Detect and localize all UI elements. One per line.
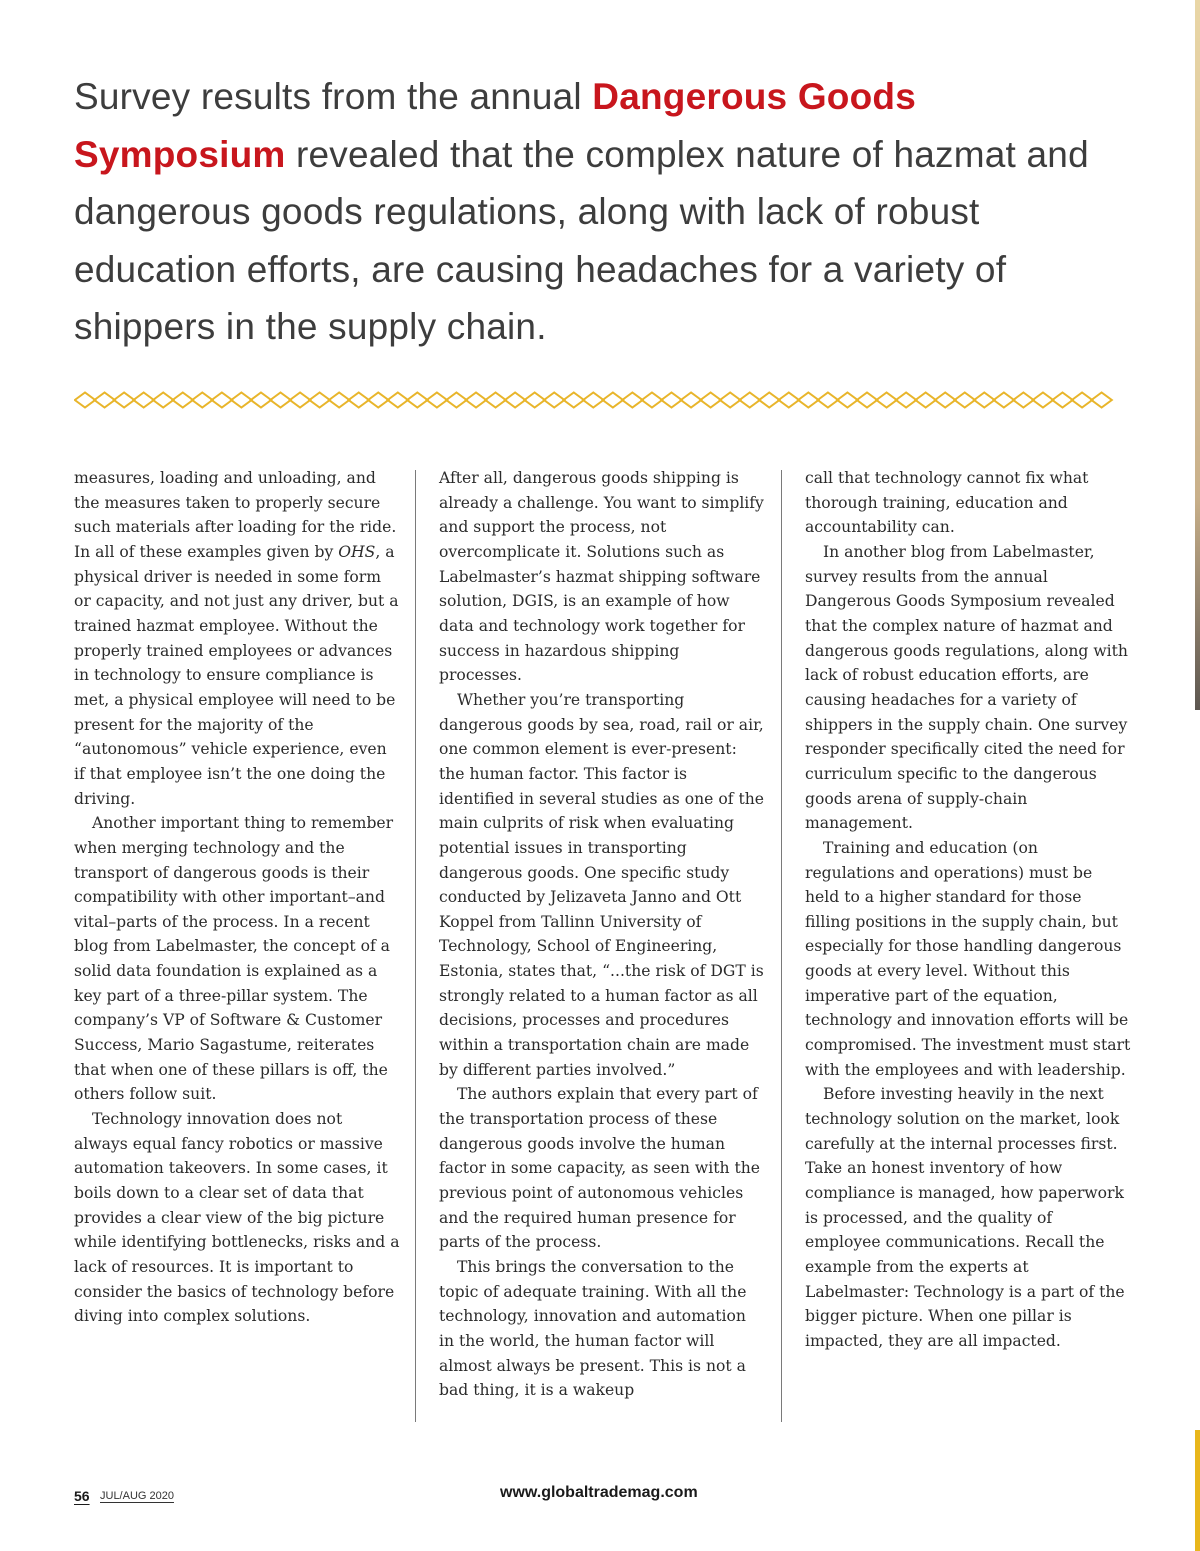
diamond-shape <box>133 393 153 408</box>
diamond-shape <box>153 393 173 408</box>
diamond-shape <box>642 393 662 408</box>
paragraph: Technology innovation does not always equal fancy robotics or massive automation takeovers. In some cases, it boils down to a clear set of data that provides a clear view of the big picture while identifying bottlenecks, risks and a lack of resources. It is important to consider the basics of technology before diving into complex solutions. <box>74 1110 400 1326</box>
article-column-3 <box>805 466 1131 1354</box>
diamond-shape <box>1091 393 1111 408</box>
diamond-shape <box>309 393 329 408</box>
paragraph-text: , a physical driver is needed in some form or capacity, and not just any driver, but a trained hazmat employee. Without the properly trained employees or advances in technology to ensure compliance is met, a physical employee will need to be present for the majority of the “autonomous” vehicle experience, even if that employee isn’t the one doing the driving. <box>74 542 399 808</box>
paragraph: The authors explain that every part of the transportation process of these dangerous goods involve the human factor in some capacity, as seen with the previous point of autonomous vehicles and the required human presence for parts of the process. <box>439 1085 761 1252</box>
diamond-shape <box>779 393 799 408</box>
column-divider <box>781 470 782 1422</box>
paragraph: After all, dangerous goods shipping is already a challenge. You want to simplify and support the process, not overcomplicate it. Solutions such as Labelmaster’s hazmat shipping software solution, DGIS, is an example of how data and technology work together for success in hazardous shipping processes. <box>439 469 764 685</box>
paragraph: This brings the conversation to the topic of adequate training. With all the technology, innovation and automation in the world, the human factor will almost always be present. This is not a bad thing, it is a wakeup <box>439 1258 747 1400</box>
pull-quote-highlight: Dangerous Goods Symposium <box>74 76 916 175</box>
pull-quote-rest: revealed that the complex nature of hazmat and dangerous goods regulations, along with lack of robust education efforts, are causing headaches for a variety of shippers in the supply chain. <box>74 133 1089 347</box>
diamond-shape <box>564 393 584 408</box>
diamond-shape <box>1033 393 1053 408</box>
diamond-shape <box>857 393 877 408</box>
diamond-shape <box>368 393 388 408</box>
diamond-shape <box>622 393 642 408</box>
diamond-shape <box>798 393 818 408</box>
page-edge-accent <box>1195 0 1200 710</box>
column-divider <box>415 470 416 1422</box>
diamond-shape <box>681 393 701 408</box>
diamond-shape <box>994 393 1014 408</box>
diamond-shape <box>75 393 95 408</box>
diamond-shape <box>935 393 955 408</box>
diamond-shape <box>661 393 681 408</box>
diamond-shape <box>485 393 505 408</box>
paragraph: Training and education (on regulations and operations) must be held to a higher standard for those filling positions in the supply chain, but especially for those handling dangerous goods at every level. Without this imperative part of the equation, technology and innovation efforts will be compromised. The investment must start with the employees and with leadership. <box>805 838 1131 1079</box>
diamond-shape <box>974 393 994 408</box>
diamond-shape <box>837 393 857 408</box>
diamond-shape <box>524 393 544 408</box>
paragraph-text: measures, loading and unloading, and the measures taken to properly secure such materials after loading for the ride. In all of these examples given by <box>74 469 397 561</box>
diamond-shape <box>603 393 623 408</box>
diamond-shape <box>896 393 916 408</box>
issue-date: JUL/AUG 2020 <box>100 1490 174 1502</box>
diamond-shape <box>212 393 232 408</box>
diamond-shape <box>290 393 310 408</box>
article-column-1 <box>74 466 400 1329</box>
paragraph: call that technology cannot fix what thorough training, education and accountability can. <box>805 469 1089 537</box>
diamond-shape <box>173 393 193 408</box>
diamond-shape <box>251 393 271 408</box>
page-number: 56 <box>74 1488 90 1504</box>
diamond-shape <box>1052 393 1072 408</box>
diamond-chain-icon <box>74 386 1128 414</box>
diamond-shape <box>329 393 349 408</box>
diamond-shape <box>114 393 134 408</box>
page-edge-accent <box>1195 1430 1200 1551</box>
diamond-shape <box>1013 393 1033 408</box>
publication-name: OHS <box>338 542 376 561</box>
diamond-shape <box>700 393 720 408</box>
diamond-shape <box>192 393 212 408</box>
paragraph <box>74 466 400 811</box>
diamond-shape <box>349 393 369 408</box>
paragraph: Whether you’re transporting dangerous goods by sea, road, rail or air, one common element is ever-present: the human factor. This factor is identified in several studies as one of the main culprits of risk when evaluating potential issues in transporting dangerous goods. One specific study conducted by Jelizaveta Janno and Ott Koppel from Tallinn University of Technology, School of Engineering, Estonia, states that, “...the risk of DGT is strongly related to a human factor as all decisions, processes and procedures within a transportation chain are made by different parties involved.” <box>439 690 765 1079</box>
diamond-shape <box>1072 393 1092 408</box>
diamond-shape <box>94 393 114 408</box>
diamond-shape <box>231 393 251 408</box>
diamond-shape <box>407 393 427 408</box>
pull-quote <box>74 68 1134 356</box>
diamond-shape <box>583 393 603 408</box>
diamond-shape <box>818 393 838 408</box>
diamond-shape <box>427 393 447 408</box>
paragraph: Before investing heavily in the next technology solution on the market, look carefully at the internal processes first. Take an honest inventory of how compliance is managed, how paperwork is processed, and the quality of employee communications. Recall the example from the experts at Labelmaster: Technology is a part of the bigger picture. When one pillar is impacted, they are all impacted. <box>805 1085 1125 1350</box>
diamond-shape <box>466 393 486 408</box>
pull-quote-lead: Survey results from the annual <box>74 76 593 117</box>
website-url: www.globaltrademag.com <box>500 1484 698 1501</box>
diamond-shape <box>446 393 466 408</box>
paragraph: Another important thing to remember when merging technology and the transport of dangerous goods is their compatibility with other important–and vital–parts of the process. In a recent blog from Labelmaster, the concept of a solid data foundation is explained as a key part of a three-pillar system. The company’s VP of Software & Customer Success, Mario Sagastume, reiterates that when one of these pillars is off, the others follow suit. <box>74 814 394 1104</box>
diamond-shape <box>720 393 740 408</box>
diamond-shape <box>915 393 935 408</box>
diamond-shape <box>270 393 290 408</box>
diamond-shape <box>544 393 564 408</box>
diamond-shape <box>955 393 975 408</box>
article-column-2 <box>439 466 765 1403</box>
diamond-shape <box>388 393 408 408</box>
diamond-shape <box>505 393 525 408</box>
paragraph: In another blog from Labelmaster, survey results from the annual Dangerous Goods Symposium revealed that the complex nature of hazmat and dangerous goods regulations, along with lack of robust education efforts, are causing headaches for a variety of shippers in the supply chain. One survey responder specifically cited the need for curriculum specific to the dangerous goods arena of supply-chain management. <box>805 542 1128 833</box>
diamond-shape <box>759 393 779 408</box>
diamond-shape <box>876 393 896 408</box>
diamond-shape <box>740 393 760 408</box>
